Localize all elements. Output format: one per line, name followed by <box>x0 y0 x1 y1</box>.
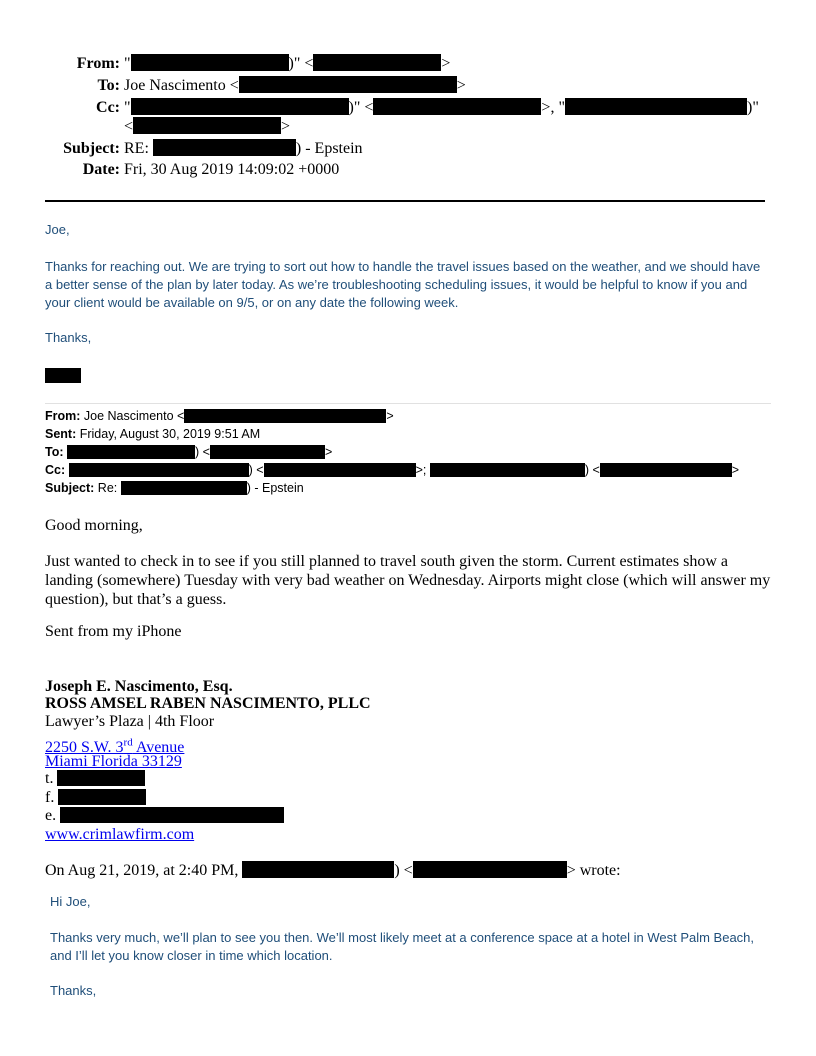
fwd-subject-row <box>45 479 304 497</box>
header-to-row: To: Joe Nascimento < > <box>40 75 466 96</box>
header-cc-row: Cc: " )" < >, " )" <box>40 97 759 118</box>
to-label: To: <box>97 77 120 94</box>
signature-fax-row <box>45 788 146 807</box>
signature-name: Joseph E. Nascimento, Esq. <box>45 678 233 695</box>
reply-greeting: Joe, <box>45 222 70 237</box>
city-address-link[interactable]: Miami Florida 33129 <box>45 753 182 770</box>
fwd-subject-prefix: Re: <box>97 481 118 495</box>
header-cc-row-continued: < > <box>124 118 291 135</box>
signature-phone-row <box>45 769 145 788</box>
header-subject-row <box>40 138 363 159</box>
message-paragraph: Just wanted to check in to see if you still planned to travel south given the storm. Current estimates show a landing (somewhere) Tuesday with very bad weather on Wednesday. Airports might close (which will answer my question), but that’s a guess. <box>45 553 771 608</box>
signature-office: Lawyer’s Plaza | 4th Floor <box>45 713 215 730</box>
redaction <box>133 117 281 134</box>
forward-divider <box>45 403 771 404</box>
redaction <box>58 789 146 805</box>
quoted-intro-prefix: On Aug 21, 2019, at 2:40 PM, <box>45 862 239 879</box>
signature-firm: ROSS AMSEL RABEN NASCIMENTO, PLLC <box>45 695 371 712</box>
signature-website[interactable] <box>45 825 194 844</box>
subject-prefix: RE: <box>124 140 149 157</box>
header-divider <box>45 200 765 202</box>
date-value: Fri, 30 Aug 2019 14:09:02 +0000 <box>124 161 340 178</box>
message-greeting: Good morning, <box>45 517 143 534</box>
message-sent-from: Sent from my iPhone <box>45 623 182 640</box>
fwd-from-row: From: Joe Nascimento < > <box>45 409 394 423</box>
from-label: From: <box>76 55 120 72</box>
date-label: Date: <box>82 161 120 178</box>
subject-label: Subject: <box>63 140 120 157</box>
fwd-subject-suffix: ) - Epstein <box>246 481 304 495</box>
quoted-paragraph: Thanks very much, we’ll plan to see you then. We’ll most likely meet at a conference space at a hotel in West Palm Beach, and I’ll let you know closer in time which location. <box>50 930 755 963</box>
subject-suffix: ) - Epstein <box>295 140 363 157</box>
fwd-from-value: Joe Nascimento < <box>83 409 185 423</box>
redaction <box>57 770 145 786</box>
redaction <box>60 807 284 823</box>
signature-email-row <box>45 806 284 825</box>
redaction <box>373 98 541 115</box>
phone-label: t. <box>45 770 54 787</box>
reply-closing: Thanks, <box>45 330 92 345</box>
quoted-closing: Thanks, <box>50 983 97 998</box>
header-from-row: From: " )" < > <box>40 53 450 74</box>
email-label: e. <box>45 807 57 824</box>
fwd-sent-row <box>45 425 260 443</box>
quoted-greeting: Hi Joe, <box>50 894 91 909</box>
redaction <box>184 409 386 423</box>
fax-label: f. <box>45 789 55 806</box>
header-date-row <box>40 159 339 180</box>
to-value: Joe Nascimento < <box>124 77 239 94</box>
signature-redaction <box>45 368 81 383</box>
reply-paragraph: Thanks for reaching out. We are trying to sort out how to handle the travel issues based on the weather, and we should have a better sense of the plan by later today. As we’re troubleshooting scheduling issues, it would be helpful to know if you and your client would be available on 9/5, or on any date the following week. <box>45 259 761 310</box>
redaction <box>131 54 289 71</box>
redaction <box>69 463 249 477</box>
redaction <box>210 445 325 459</box>
redaction <box>153 139 296 156</box>
website-link[interactable]: www.crimlawfirm.com <box>45 826 195 843</box>
redaction <box>131 98 349 115</box>
street-address-link[interactable]: 2250 S.W. 3rd Avenue <box>45 737 185 757</box>
redaction <box>121 481 247 495</box>
fwd-subject-label: Subject: <box>45 481 95 495</box>
fwd-from-label: From: <box>45 409 81 423</box>
fwd-sent-value: Friday, August 30, 2019 9:51 AM <box>79 427 261 441</box>
fwd-cc-row: Cc: ) < >; ) < > <box>45 463 740 477</box>
redaction <box>413 861 567 878</box>
cc-label: Cc: <box>96 99 120 116</box>
quoted-intro: On Aug 21, 2019, at 2:40 PM, ) < > wrote: <box>45 862 621 879</box>
redaction <box>313 54 441 71</box>
fwd-to-row: To: ) < > <box>45 445 333 459</box>
redaction <box>565 98 747 115</box>
fwd-cc-label: Cc: <box>45 463 66 477</box>
fwd-to-label: To: <box>45 445 64 459</box>
fwd-sent-label: Sent: <box>45 427 77 441</box>
redaction <box>264 463 416 477</box>
redaction <box>430 463 585 477</box>
redaction <box>600 463 732 477</box>
redaction <box>242 861 394 878</box>
redaction <box>239 76 457 93</box>
quoted-intro-suffix: > wrote: <box>566 862 621 879</box>
redaction <box>67 445 195 459</box>
